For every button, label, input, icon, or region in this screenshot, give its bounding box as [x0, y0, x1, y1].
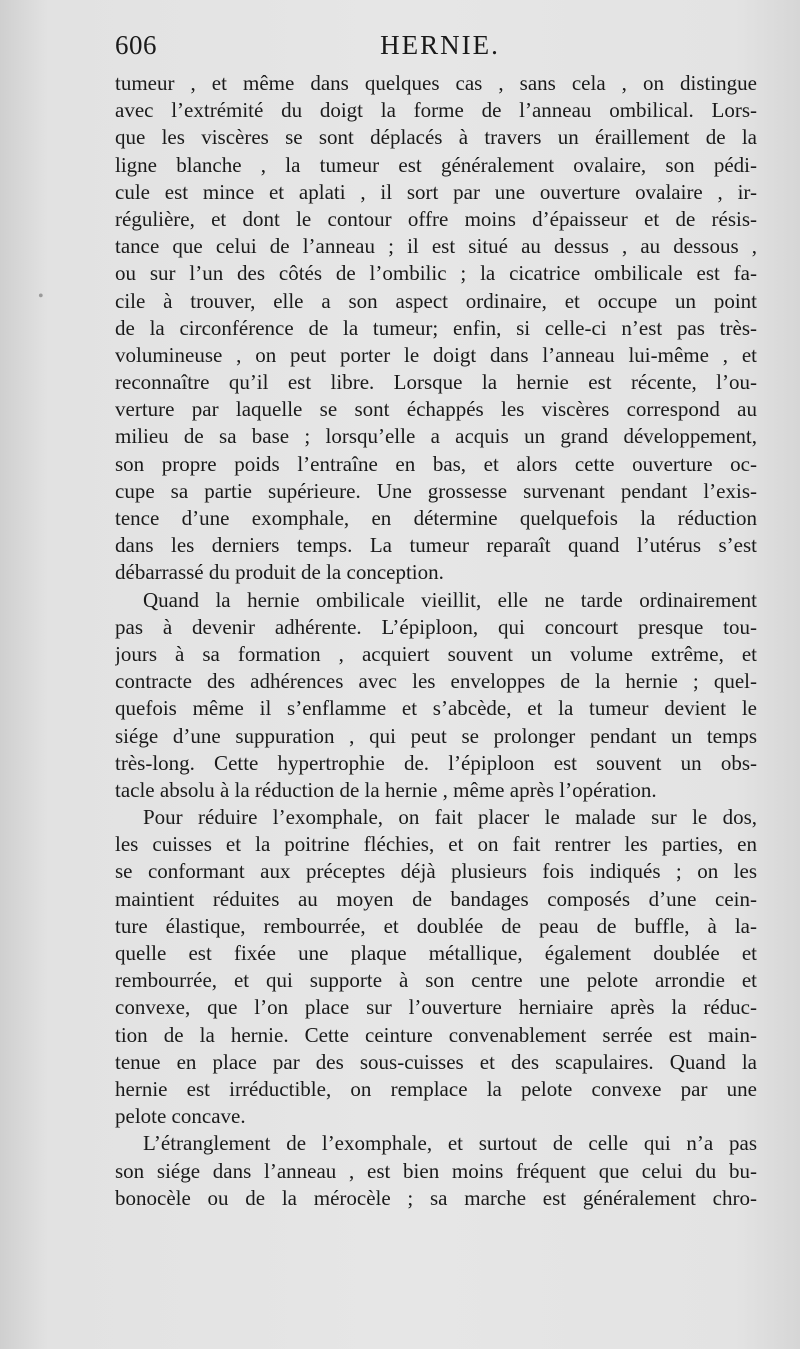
text-line: contracte des adhérences avec les enveloppes de la hernie ; quel- [115, 669, 757, 694]
text-line: quelle est fixée une plaque métallique, également doublée et [115, 941, 757, 965]
text-line: pas à devenir adhérente. L’épiploon, qui concourt presque tou- [115, 614, 757, 639]
text-line: rembourrée, et qui supporte à son centre une pelote arrondie et [115, 968, 757, 993]
text-line: convexe, que l’on place sur l’ouverture herniaire après la réduc- [115, 995, 757, 1020]
text-line: hernie est irréductible, on remplace la pelote convexe par une [115, 1076, 757, 1101]
text-line: tance que celui de l’anneau ; il est situé au dessus , au dessous , [115, 234, 757, 259]
text-line: tenue en place par des sous-cuisses et des scapulaires. Quand la [115, 1049, 757, 1074]
text-line: régulière, et dont le contour offre moins d’épaisseur et de résis- [115, 206, 757, 231]
text-line: son siége dans l’anneau , est bien moins fréquent que celui du bu- [115, 1158, 757, 1183]
text-line: jours à sa formation , acquiert souvent un volume extrême, et [115, 641, 757, 666]
ink-smudge-mark: • [38, 288, 44, 305]
text-line: tumeur , et même dans quelques cas , sans cela , on distingue [115, 71, 757, 95]
text-line: Quand la hernie ombilicale vieillit, elle ne tarde ordinairement [143, 587, 757, 612]
text-line: cile à trouver, elle a son aspect ordinaire, et occupe un point [115, 288, 757, 313]
running-title: HERNIE. [380, 30, 500, 60]
text-line: volumineuse , on peut porter le doigt dans l’anneau lui-même , et [115, 342, 757, 367]
text-line: L’étranglement de l’exomphale, et surtout de celle qui n’a pas [143, 1131, 757, 1156]
text-line: débarrassé du produit de la conception. [115, 560, 444, 585]
text-line: pelote concave. [115, 1104, 246, 1129]
text-line: tion de la hernie. Cette ceinture convenablement serrée est main- [115, 1022, 757, 1047]
text-line: très-long. Cette hypertrophie de. l’épiploon est souvent un obs- [115, 750, 757, 775]
text-line: les cuisses et la poitrine fléchies, et on fait rentrer les parties, en [115, 832, 757, 857]
text-line: de la circonférence de la tumeur; enfin, si celle-ci n’est pas très- [115, 315, 757, 340]
text-line: ligne blanche , la tumeur est généralement ovalaire, son pédi- [115, 152, 757, 177]
text-line: dans les derniers temps. La tumeur reparaît quand l’utérus s’est [115, 533, 757, 558]
text-line: se conformant aux préceptes déjà plusieurs fois indiqués ; on les [115, 859, 757, 884]
text-line: siége d’une suppuration , qui peut se prolonger pendant un temps [115, 723, 757, 748]
text-line: reconnaître qu’il est libre. Lorsque la hernie est récente, l’ou- [115, 370, 757, 395]
text-line: bonocèle ou de la mérocèle ; sa marche est généralement chro- [115, 1185, 757, 1210]
text-line: quefois même il s’enflamme et s’abcède, et la tumeur devient le [115, 696, 757, 721]
text-line: Pour réduire l’exomphale, on fait placer le malade sur le dos, [143, 805, 757, 830]
text-line: son propre poids l’entraîne en bas, et alors cette ouverture oc- [115, 451, 757, 476]
text-line: avec l’extrémité du doigt la forme de l’anneau ombilical. Lors- [115, 98, 757, 123]
text-line: milieu de sa base ; lorsqu’elle a acquis un grand développement, [115, 424, 757, 449]
text-line: tence d’une exomphale, en détermine quelquefois la réduction [115, 506, 757, 530]
text-line: cule est mince et aplati , il sort par une ouverture ovalaire , ir- [115, 179, 757, 204]
text-line: ou sur l’un des côtés de l’ombilic ; la cicatrice ombilicale est fa- [115, 261, 757, 286]
text-line: tacle absolu à la réduction de la hernie , même après l’opération. [115, 777, 657, 802]
text-line: verture par laquelle se sont échappés les viscères correspond au [115, 397, 757, 422]
text-line: que les viscères se sont déplacés à travers un éraillement de la [115, 125, 757, 150]
page-header [115, 30, 755, 64]
page-number: 606 [115, 30, 157, 60]
text-line: cupe sa partie supérieure. Une grossesse survenant pendant l’exis- [115, 478, 757, 503]
text-line: ture élastique, rembourrée, et doublée de peau de buffle, à la- [115, 913, 757, 938]
text-body [115, 70, 757, 1212]
text-line: maintient réduites au moyen de bandages composés d’une cein- [115, 886, 757, 911]
